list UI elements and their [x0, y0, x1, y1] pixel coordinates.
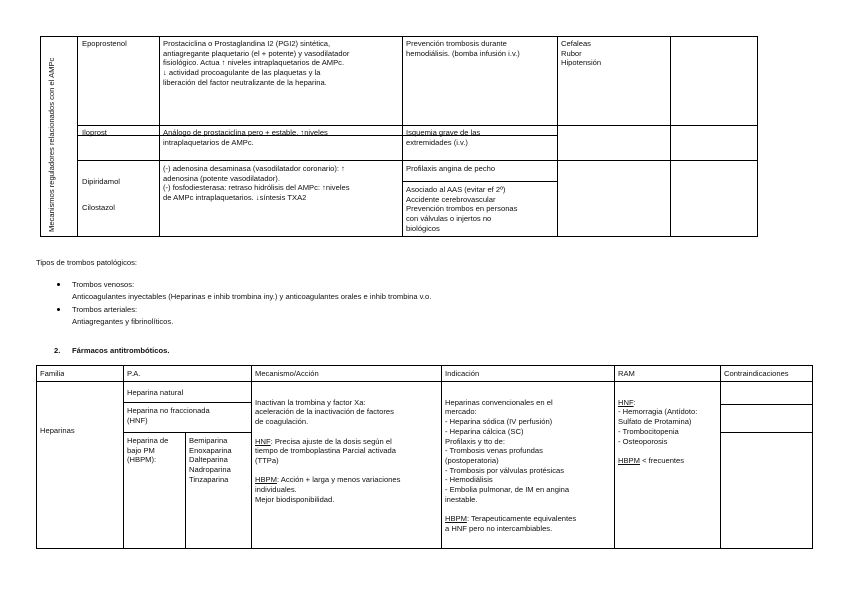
ram-hbpm-label: HBPM: [618, 456, 640, 466]
indication-hbpm-text: : Terapeuticamente equivalentes a HNF pero no intercambiables.: [445, 514, 577, 534]
indication-dipiridamol: Profilaxis angina de pecho: [406, 164, 496, 173]
ram-hnf-label: HNF: [618, 397, 634, 407]
ram-hbpm-text: < frecuentes: [639, 456, 685, 466]
trombos-venosos-body: Anticoagulantes inyectables (Heparinas e inhib trombina iny.) y anticoagulantes orales e inhib trombina v.o.: [72, 292, 432, 301]
bullet-icon: [57, 283, 60, 286]
drug-iloprost: Iloprost: [82, 128, 107, 137]
bullet-icon: [57, 308, 60, 311]
mechanism-general: Inactivan la trombina y factor Xa: aceleración de la inactivación de factores de coagulación.: [255, 397, 394, 427]
indication-heparinas: [445, 388, 613, 534]
indication-cilostazol: Asociado al AAS (evitar ef 2º) Accidente cerebrovascular Prevención trombos en personas con válvulas o injertos no biológicos: [406, 185, 518, 233]
header-indicacion: Indicación: [445, 369, 480, 378]
pa-hbpm-list: Bemiparina Enoxaparina Dalteparina Nadroparina Tinzaparina: [189, 436, 232, 484]
mechanism-hbpm-text: : Acción + larga y menos variaciones individuales. Mejor biodisponibilidad.: [255, 475, 401, 504]
ram-heparinas: [618, 388, 719, 466]
header-contraindicaciones: Contraindicaciones: [724, 369, 789, 378]
ram-epoprostenol: Cefaleas Rubor Hipotensión: [561, 39, 602, 68]
drug-cilostazol: Cilostazol: [82, 203, 115, 212]
trombos-venosos-head: Trombos venosos:: [72, 280, 135, 289]
drug-dipiridamol: Dipiridamol: [82, 177, 120, 186]
indication-hbpm-label: HBPM: [445, 514, 467, 524]
section-title-trombos: Tipos de trombos patológicos:: [36, 258, 138, 267]
header-ram: RAM: [618, 369, 635, 378]
pa-heparina-natural: Heparina natural: [127, 388, 184, 397]
drug-epoprostenol: Epoprostenol: [82, 39, 127, 48]
mechanism-epoprostenol: Prostaciclina o Prostaglandina I2 (PGI2) sintética, antiagregante plaquetario (el + potente) y vasodilatador fisiológico. Actua ↑ niveles intraplaquetarios de AMPc. ↓ actividad procoagulante de las plaquetas y la liberación del factor neutralizante de la heparina.: [163, 39, 350, 87]
section2-number: 2.: [54, 346, 61, 355]
indication-epoprostenol: Prevención trombosis durante hemodiálisis. (bomba infusión i.v.): [406, 39, 520, 58]
mechanism-hbpm-label: HBPM: [255, 475, 277, 485]
ram-hnf-text: : - Hemorragia (Antídoto: Sulfato de Protamina) - Trombocitopenia - Osteoporosis: [618, 397, 698, 446]
section2-title: Fármacos antitrombóticos.: [72, 346, 170, 355]
trombos-arteriales-head: Trombos arteriales:: [72, 305, 138, 314]
indication-general: Heparinas convencionales en el mercado: - Heparina sódica (IV perfusión) - Heparina cálcica (SC) Profilaxis y tto de: - Trombosis venas profundas (postoperatoria) - Trombosis por válvulas protésicas - Hemodiálisis - Embolia pulmonar, de IM en angina inestable.: [445, 397, 570, 504]
mechanism-hnf-label: HNF: [255, 436, 271, 446]
pa-hnf: Heparina no fraccionada (HNF): [127, 406, 210, 425]
mechanism-heparinas: [255, 388, 440, 505]
trombos-arteriales-body: Antiagregantes y fibrinolíticos.: [72, 317, 174, 326]
family-heparinas: Heparinas: [40, 426, 75, 435]
header-familia: Familia: [40, 369, 65, 378]
header-mecanismo: Mecanismo/Acción: [255, 369, 319, 378]
mechanism-dipiridamol: (-) adenosina desaminasa (vasodilatador coronario): ↑ adenosina (potente vasodilatador). (-) fosfodiesterasa: retraso hidrólisis del AMPc: ↑niveles de AMPc intraplaquetarios. ↓síntesis TXA2: [163, 164, 350, 203]
header-pa: P.A.: [127, 369, 141, 378]
side-label: Mecanismos reguladores relacionados con el AMPc: [47, 57, 56, 232]
pa-hbpm: Heparina de bajo PM (HBPM):: [127, 436, 169, 465]
mechanism-iloprost: Análogo de prostaciclina pero + estable. ↑niveles intraplaquetarios de AMPc.: [163, 128, 328, 147]
indication-iloprost: Isquemia grave de las extremidades (i.v.): [406, 128, 481, 147]
mechanism-hnf-text: : Precisa ajuste de la dosis según el tiempo de tromboplastina Parcial activada (TTPa): [255, 436, 396, 466]
